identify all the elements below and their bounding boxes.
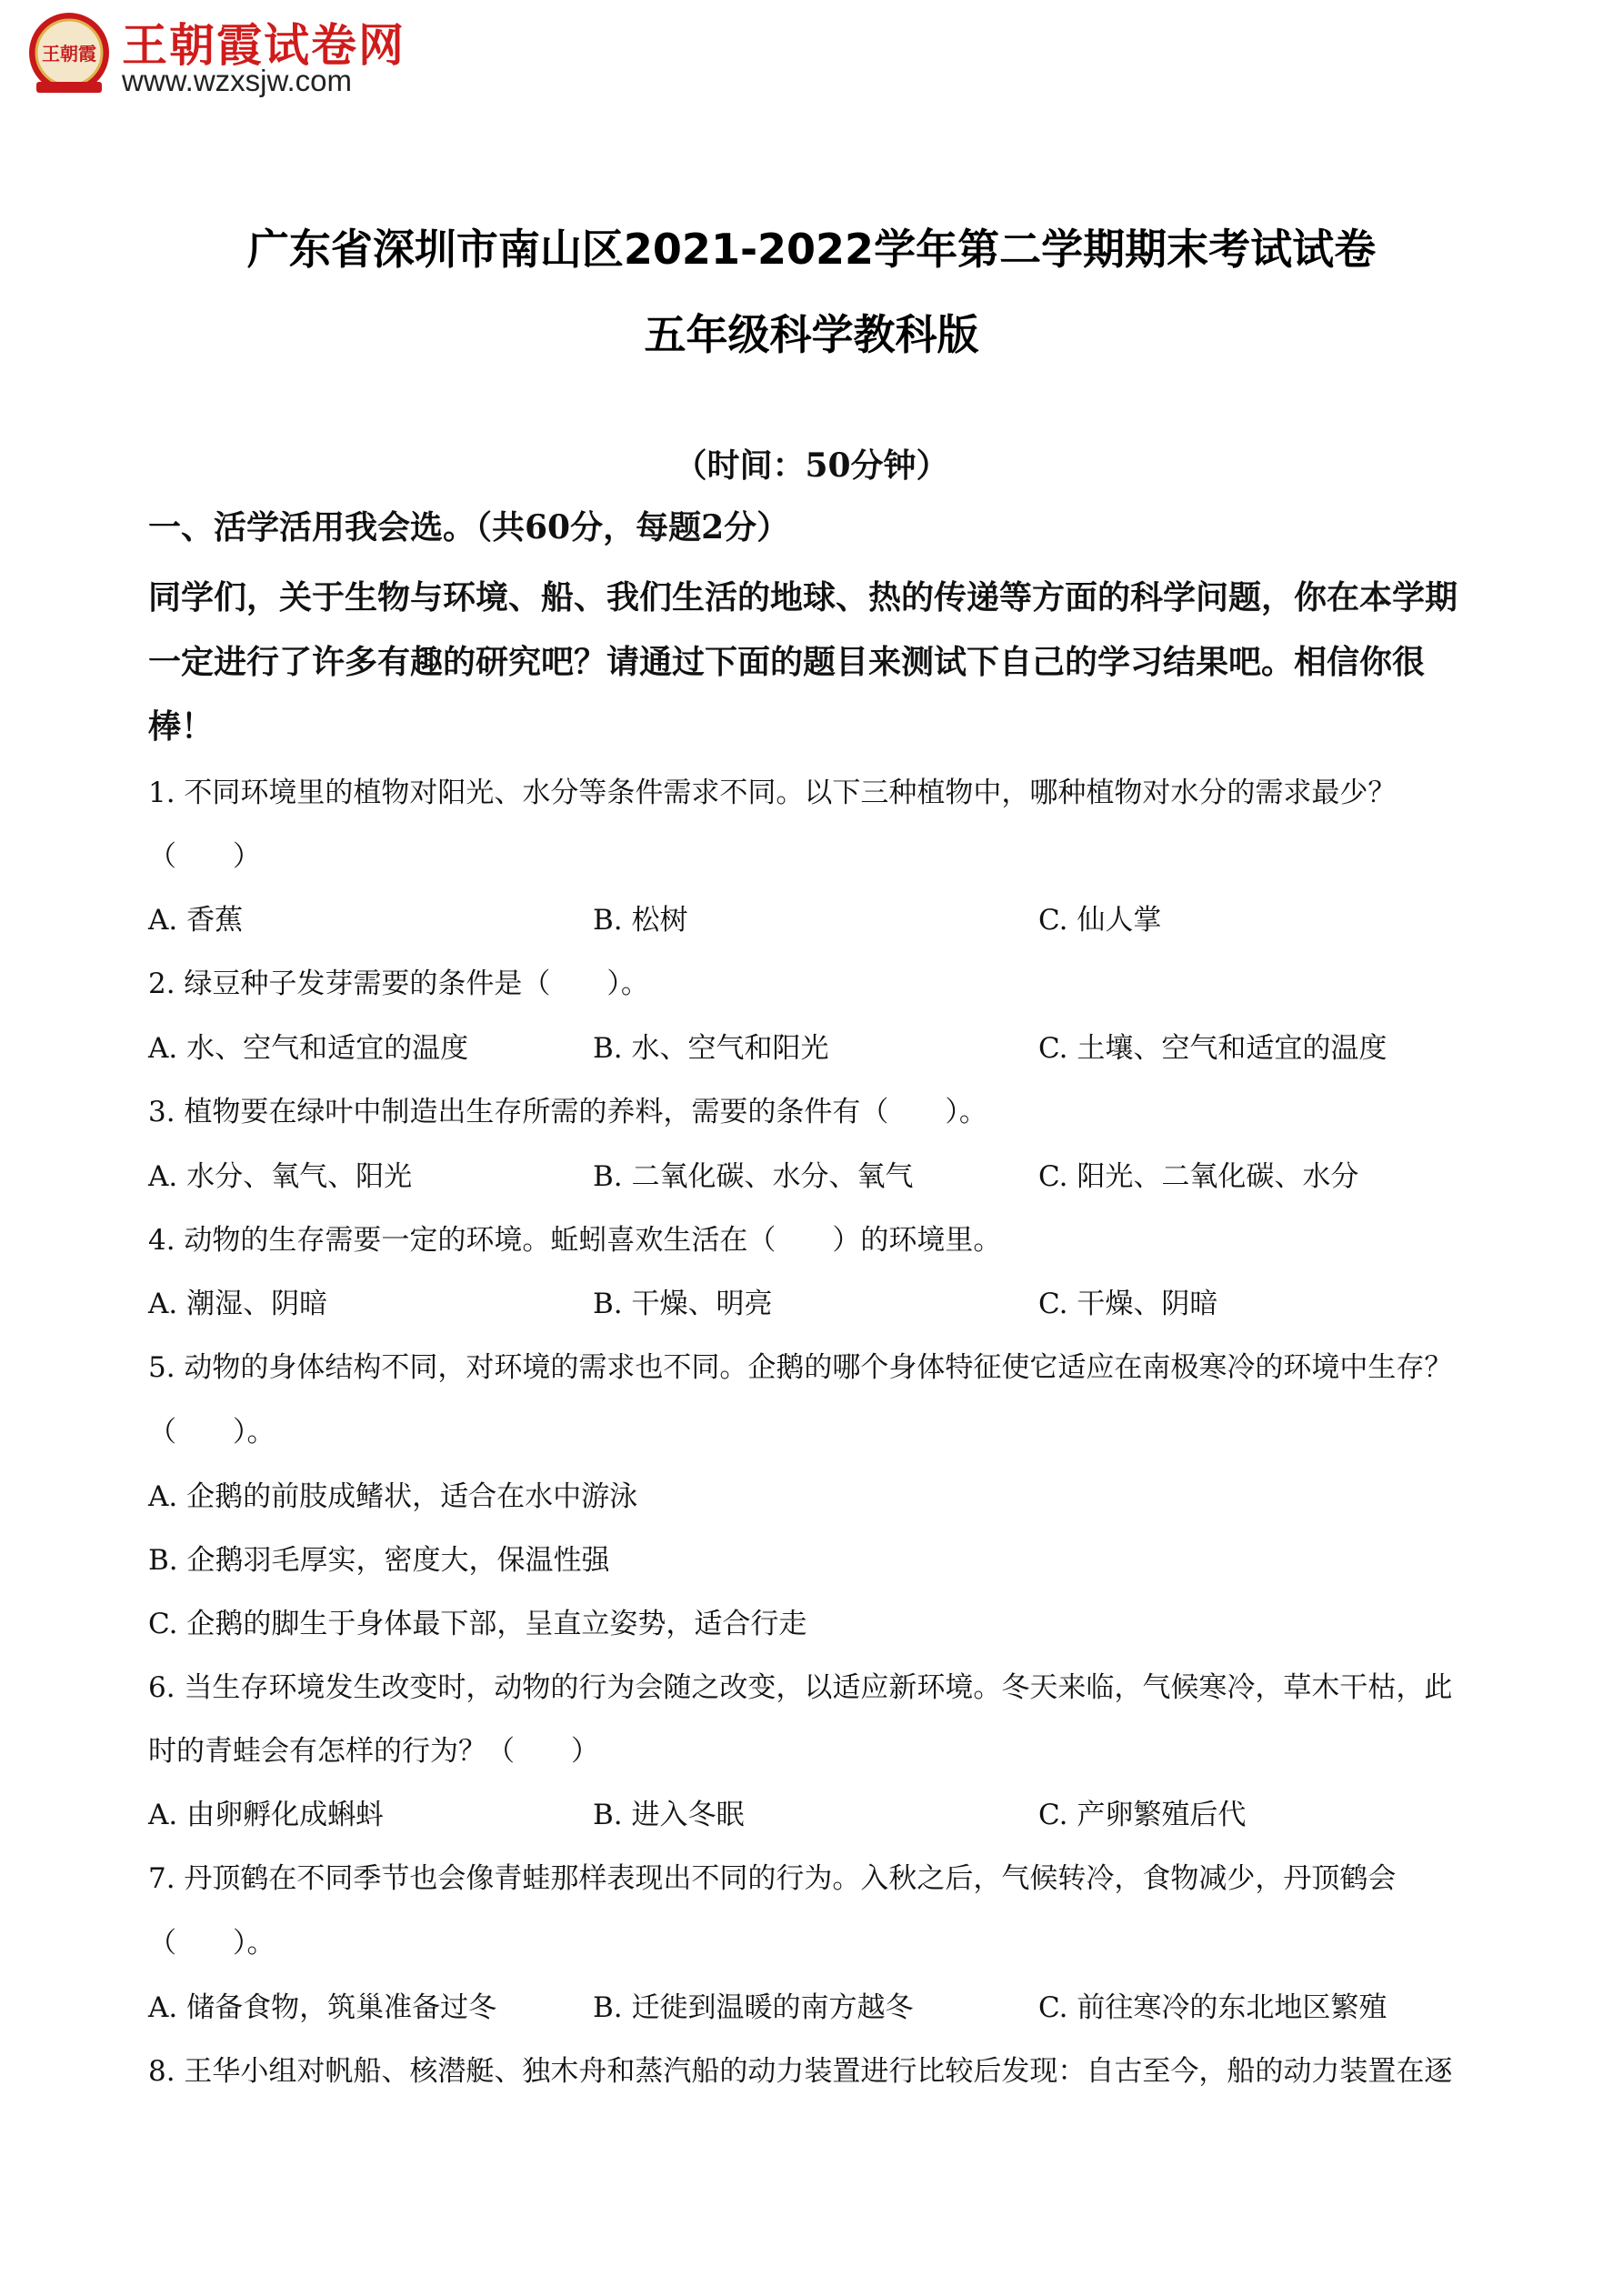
question-1-option-a: A. 香蕉 bbox=[148, 904, 244, 937]
exam-time: （时间：50分钟） bbox=[674, 446, 949, 485]
question-8-stem: 8. 王华小组对帆船、核潜艇、独木舟和蒸汽船的动力装置进行比较后发现：自古至今，船的动力装置在逐 bbox=[148, 2055, 1453, 2088]
question-3-option-b: B. 二氧化碳、水分、氧气 bbox=[593, 1160, 914, 1193]
question-4-stem: 4. 动物的生存需要一定的环境。蚯蚓喜欢生活在（ ）的环境里。 bbox=[148, 1224, 1002, 1257]
question-2-stem: 2. 绿豆种子发芽需要的条件是（ ）。 bbox=[148, 968, 649, 1000]
section-heading: 一、活学活用我会选。（共60分，每题2分） bbox=[148, 508, 790, 546]
question-2-option-a: A. 水、空气和适宜的温度 bbox=[148, 1032, 469, 1065]
question-5-option-b: B. 企鹅羽毛厚实，密度大，保温性强 bbox=[148, 1544, 610, 1577]
exam-subtitle: 五年级科学教科版 bbox=[644, 310, 979, 359]
brand-logo-text: 王朝霞 bbox=[42, 43, 96, 65]
exam-title: 广东省深圳市南山区2021-2022学年第二学期期末考试试卷 bbox=[246, 225, 1377, 274]
question-4-option-c: C. 干燥、阴暗 bbox=[1038, 1288, 1218, 1320]
question-7-stem: 7. 丹顶鹤在不同季节也会像青蛙那样表现出不同的行为。入秋之后，气候转冷，食物减少，丹顶鹤会 bbox=[148, 1862, 1397, 1895]
question-3-option-c: C. 阳光、二氧化碳、水分 bbox=[1038, 1160, 1359, 1193]
question-3-option-a: A. 水分、氧气、阳光 bbox=[148, 1160, 413, 1193]
question-5-option-c: C. 企鹅的脚生于身体最下部，呈直立姿势，适合行走 bbox=[148, 1608, 807, 1640]
question-7-option-a: A. 储备食物，筑巢准备过冬 bbox=[148, 1991, 497, 2024]
question-5-blank: （ ）。 bbox=[148, 1416, 276, 1449]
question-5-stem: 5. 动物的身体结构不同，对环境的需求也不同。企鹅的哪个身体特征使它适应在南极寒冷的环境中生存？ bbox=[148, 1351, 1453, 1384]
question-6-option-b: B. 进入冬眠 bbox=[593, 1799, 745, 1831]
section-intro: 同学们，关于生物与环境、船、我们生活的地球、热的传递等方面的科学问题，你在本学期一定进行了许多有趣的研究吧？请通过下面的题目来测试下自己的学习结果吧。相信你很棒！ bbox=[148, 578, 1458, 746]
question-5-option-a: A. 企鹅的前肢成鳍状，适合在水中游泳 bbox=[148, 1480, 638, 1513]
question-6-option-c: C. 产卵繁殖后代 bbox=[1038, 1799, 1247, 1831]
question-4-option-a: A. 潮湿、阴暗 bbox=[148, 1288, 328, 1320]
question-1-blank: （ ） bbox=[148, 840, 261, 873]
question-3-stem: 3. 植物要在绿叶中制造出生存所需的养料，需要的条件有（ ）。 bbox=[148, 1096, 987, 1128]
question-1-stem: 1. 不同环境里的植物对阳光、水分等条件需求不同。以下三种植物中，哪种植物对水分的需求最少？ bbox=[148, 777, 1397, 809]
question-6-stem-cont: 时的青蛙会有怎样的行为？（ ） bbox=[148, 1735, 599, 1768]
brand-url: www.wzxsjw.com bbox=[122, 64, 353, 97]
question-7-option-b: B. 迁徙到温暖的南方越冬 bbox=[593, 1991, 914, 2024]
brand-name: 王朝霞试卷网 bbox=[122, 19, 406, 72]
question-1-option-b: B. 松树 bbox=[593, 904, 688, 937]
question-2-option-b: B. 水、空气和阳光 bbox=[593, 1032, 829, 1065]
question-6-stem: 6. 当生存环境发生改变时，动物的行为会随之改变，以适应新环境。冬天来临，气候寒冷，草木干枯，此 bbox=[148, 1671, 1453, 1704]
question-7-option-c: C. 前往寒冷的东北地区繁殖 bbox=[1038, 1991, 1388, 2024]
brand-logo-icon bbox=[24, 9, 115, 100]
question-7-blank: （ ）。 bbox=[148, 1927, 276, 1960]
question-2-option-c: C. 土壤、空气和适宜的温度 bbox=[1038, 1032, 1388, 1065]
question-4-option-b: B. 干燥、明亮 bbox=[593, 1288, 773, 1320]
question-6-option-a: A. 由卵孵化成蝌蚪 bbox=[148, 1799, 385, 1831]
question-1-option-c: C. 仙人掌 bbox=[1038, 904, 1162, 937]
